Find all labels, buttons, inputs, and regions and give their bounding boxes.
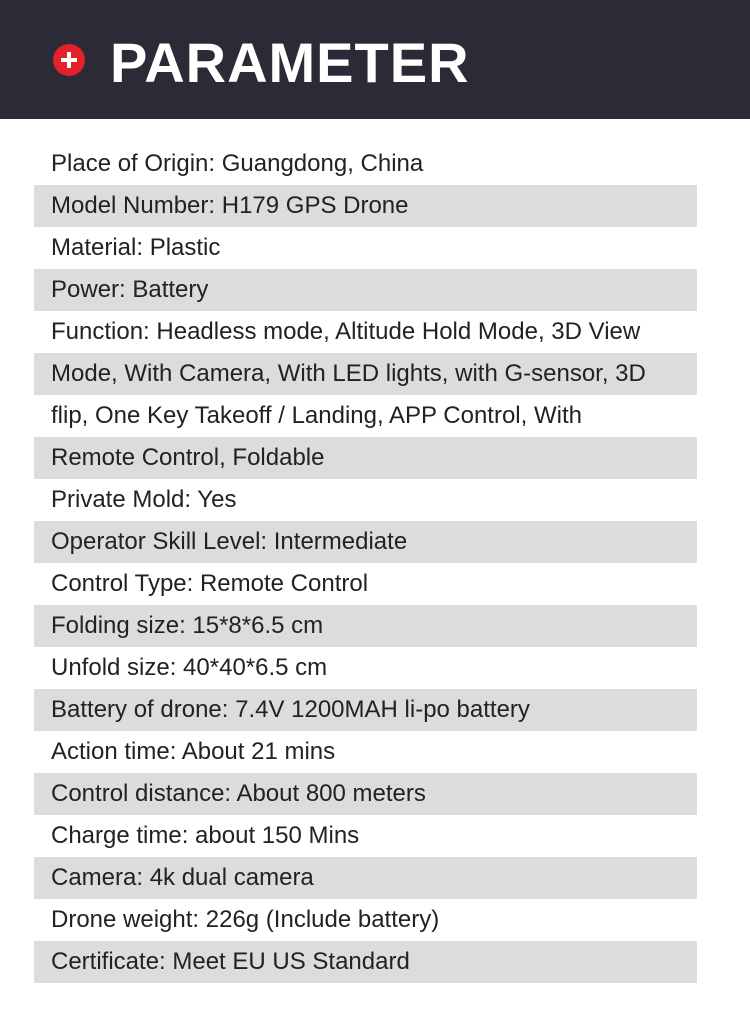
plus-circle-icon — [53, 44, 85, 76]
parameter-row: Private Mold: Yes — [51, 486, 237, 513]
parameter-row: Action time: About 21 mins — [51, 738, 336, 765]
parameter-row: Control distance: About 800 meters — [34, 773, 697, 815]
parameter-row: Folding size: 15*8*6.5 cm — [34, 605, 697, 647]
parameter-row: Unfold size: 40*40*6.5 cm — [51, 654, 328, 681]
page-title: PARAMETER — [110, 31, 470, 94]
parameter-row: Control Type: Remote Control — [51, 570, 369, 597]
parameter-row: Power: Battery — [34, 269, 697, 311]
parameter-row: flip, One Key Takeoff / Landing, APP Control, With — [51, 402, 582, 429]
parameter-row: Material: Plastic — [51, 234, 221, 261]
header-banner — [0, 0, 750, 119]
parameter-row: Mode, With Camera, With LED lights, with G-sensor, 3D — [34, 353, 697, 395]
parameter-row: Place of Origin: Guangdong, China — [51, 150, 424, 177]
parameter-row: Camera: 4k dual camera — [34, 857, 697, 899]
parameter-row: Drone weight: 226g (Include battery) — [51, 906, 440, 933]
parameter-row: Charge time: about 150 Mins — [51, 822, 360, 849]
parameter-row: Operator Skill Level: Intermediate — [34, 521, 697, 563]
parameter-row: Battery of drone: 7.4V 1200MAH li-po battery — [34, 689, 697, 731]
parameter-row: Remote Control, Foldable — [34, 437, 697, 479]
parameter-row: Certificate: Meet EU US Standard — [34, 941, 697, 983]
parameter-row: Function: Headless mode, Altitude Hold Mode, 3D View — [51, 318, 641, 345]
parameter-row: Model Number: H179 GPS Drone — [34, 185, 697, 227]
parameter-list — [34, 143, 697, 983]
